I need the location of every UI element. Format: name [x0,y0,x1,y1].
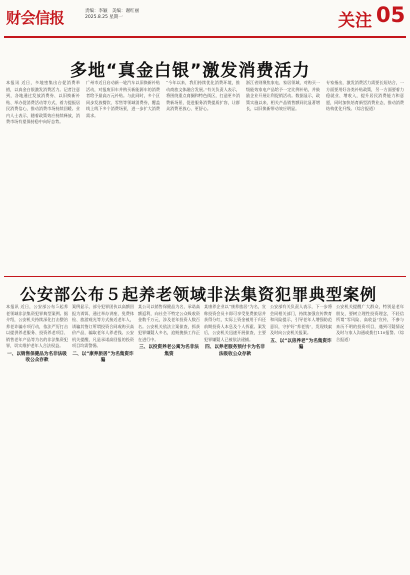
story2-column [72,304,134,566]
story1-column: 广州市近日启动新一轮汽车以旧换新补贴活动，对报废旧车并购买新能源车的消费者给予最高万元补贴。与此同时，多个区同步发放餐饮、零售等领域消费券，覆盖线上线下多个消费场景，进一步扩大消费需求。 [86,80,160,118]
issue-meta: 责编：李颖 美编：谢红丽 2025.8.25 星期一 [85,9,144,20]
story2-paragraph: 案例显示，部分犯罪团伙以高额回报为诱饵，通过举办讲座、免费体检、旅游观光等方式接近老年人，诱骗其签订所谓投资合同或购买高价产品，骗取老年人养老钱。公安机关提醒，凡是承诺高回报的投资项目均需警惕。 [72,304,134,348]
story1-column: 专家指出，激发消费活力需要长短结合，一方面要用好各类补贴政策，另一方面要着力稳就业、增收入，提升居民消费能力和意愿，同时加快培育新型消费业态，推动消费结构优化升级。（综合报道） [326,80,404,111]
story2-column [204,304,266,566]
story2-subhead: 二、以“康养旅居”为名集资诈骗 [72,351,134,363]
page-header [0,0,410,36]
story-divider [4,276,406,277]
story2-paragraph: 本报讯 近日，公安部公布５起养老领域非法集资犯罪典型案例。据介绍，公安机关持续深化打击整治养老诈骗专项行动，依法严厉打击以提供养老服务、投资养老项目、销售老年产品等为名的非法集资犯罪，切实维护老年人合法权益。 [6,304,68,348]
story2-paragraph: 公安部有关负责人表示，下一步将会同相关部门，持续加强宣传教育和风险提示，引导老年人增强防范意识，守护好“养老钱”，发现线索及时向公安机关报案。 [270,304,332,335]
story2-column: 公安机关提醒广大群众，特别是老年朋友，要树立理性投资理念，不轻信所谓“零风险、高收益”宣传，不参与来历不明的投资项目，遇到可疑情况及时与家人沟通或拨打110报警。（综合报道） [336,304,404,342]
story1-column: 浙江省则聚焦家电、家居领域，对购买一级能效家电产品给予一定比例补贴，并鼓励企业开展让利促销活动。数据显示，政策实施以来，相关产品销售额同比显著增长，以旧换新带动效应明显。 [246,80,320,111]
story2-body [6,304,406,566]
story1-headline: 多地“真金白银”激发消费活力 [70,61,311,81]
story2-subhead: 一、以销售保健品为名非法吸收公众存款 [7,351,67,363]
story2-subhead: 五、以“以房养老”为名集资诈骗 [270,338,332,350]
story1-column: 本报讯 近日，多地密集出台促消费举措，以真金白银激发消费活力。记者注意到，各地通过发放消费券、以旧换新补贴、举办促消费活动等方式，着力提振居民消费信心，推动消费市场持续回暖。业内人士表示，随着政策效应持续释放，消费市场有望保持稳中向好态势。 [6,80,80,124]
story2-subhead: 四、以养老服务预付卡为名非法吸收公众存款 [205,345,265,357]
story2-column [6,304,68,566]
section-label: 关注 [338,11,372,31]
story1-column: “今年以来，我们持续优化消费环境，推动商旅文体融合发展。”有关负责人表示，将围绕重点商圈和特色街区，打造更多消费新场景，促进服务消费提质扩容，让群众消费更放心、更舒心。 [166,80,240,111]
header-rule [4,36,406,38]
story2-paragraph: 某康养企业以“康养旅居”为名，宣称投资会员卡即可享受免费旅居并获得分红，实际上资金被用于归还前期投资人本息及个人挥霍。案发后，公安机关迅速开展侦查，主要犯罪嫌疑人已被依法逮捕。 [204,304,266,342]
page-number: 05 [376,3,406,27]
story2-headline: 公安部公布５起养老领域非法集资犯罪典型案例 [20,285,378,304]
story2-column [138,304,200,566]
story2-subhead: 三、以投资养老公寓为名非法集资 [139,345,199,357]
newspaper-brand: 财会信报 [6,9,65,27]
story1-body [6,80,406,272]
story2-column [270,304,332,566]
story2-paragraph: 某公司以销售保健品为名，承诺高额返利，向社会不特定公众吸收资金数千万元，涉及老年投资人数百名。公安机关依法立案侦查，抓获犯罪嫌疑人多名，追赃挽损工作正在进行中。 [138,304,200,342]
